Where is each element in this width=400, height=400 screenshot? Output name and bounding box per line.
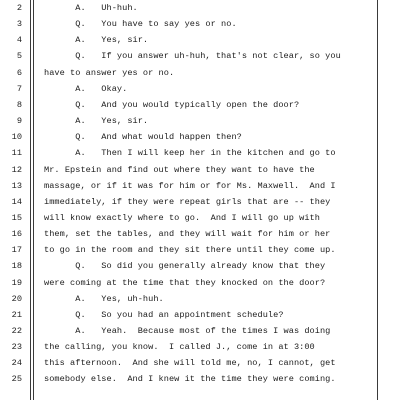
- line-text: Q. And what would happen then?: [44, 132, 242, 143]
- line-text: Mr. Epstein and find out where they want to have the: [44, 164, 315, 175]
- line-number: 2: [16, 3, 22, 13]
- line-text: A. Uh-huh.: [44, 3, 138, 13]
- line-number: 5: [16, 51, 22, 62]
- line-text: Q. You have to say yes or no.: [44, 19, 237, 30]
- line-number: 12: [11, 164, 22, 175]
- line-text: immediately, if they were repeat girls that are -- they: [44, 196, 331, 207]
- line-text: somebody else. And I knew it the time they were coming.: [44, 374, 336, 385]
- line-text: have to answer yes or no.: [44, 67, 175, 78]
- line-text: will know exactly where to go. And I will go up with: [44, 212, 320, 223]
- transcript-line: [0, 374, 400, 394]
- line-text: Q. So you had an appointment schedule?: [44, 309, 284, 320]
- line-number: 15: [11, 212, 22, 223]
- line-number: 6: [16, 67, 22, 78]
- line-text: A. Okay.: [44, 83, 128, 94]
- line-text: A. Then I will keep her in the kitchen and go to: [44, 148, 336, 159]
- line-text: A. Yeah. Because most of the times I was doing: [44, 326, 331, 336]
- line-text: this afternoon. And she will told me, no, I cannot, get: [44, 358, 336, 369]
- line-text: Q. And you would typically open the door?: [44, 99, 300, 110]
- line-number: 4: [16, 35, 22, 46]
- line-number: 14: [11, 196, 22, 207]
- line-text: A. Yes, sir.: [44, 35, 149, 46]
- line-number: 17: [11, 245, 22, 256]
- line-number: 24: [11, 358, 22, 369]
- line-number: 16: [11, 229, 22, 240]
- line-number: 18: [11, 261, 22, 272]
- line-text: Q. If you answer uh-huh, that's not clear, so you: [44, 51, 341, 62]
- line-number: 22: [11, 326, 22, 336]
- line-number: 23: [11, 342, 22, 353]
- line-number: 8: [16, 99, 22, 110]
- line-number: 21: [11, 309, 22, 320]
- line-number: 20: [11, 293, 22, 304]
- line-number: 11: [11, 148, 22, 159]
- line-number: 19: [11, 277, 22, 288]
- line-number: 3: [16, 19, 22, 30]
- line-text: were coming at the time that they knocked on the door?: [44, 277, 326, 288]
- line-text: to go in the room and they sit there until they come up.: [44, 245, 336, 256]
- line-text: the calling, you know. I called J., come in at 3:00: [44, 342, 315, 353]
- line-text: A. Yes, sir.: [44, 116, 149, 127]
- line-text: massage, or if it was for him or for Ms. Maxwell. And I: [44, 180, 336, 191]
- line-text: them, set the tables, and they will wait for him or her: [44, 229, 331, 240]
- line-text: A. Yes, uh-huh.: [44, 293, 164, 304]
- line-number: 10: [11, 132, 22, 143]
- line-number: 7: [16, 83, 22, 94]
- line-text: Q. So did you generally already know that they: [44, 261, 326, 272]
- line-number: 9: [16, 116, 22, 127]
- line-number: 13: [11, 180, 22, 191]
- line-number: 25: [11, 374, 22, 385]
